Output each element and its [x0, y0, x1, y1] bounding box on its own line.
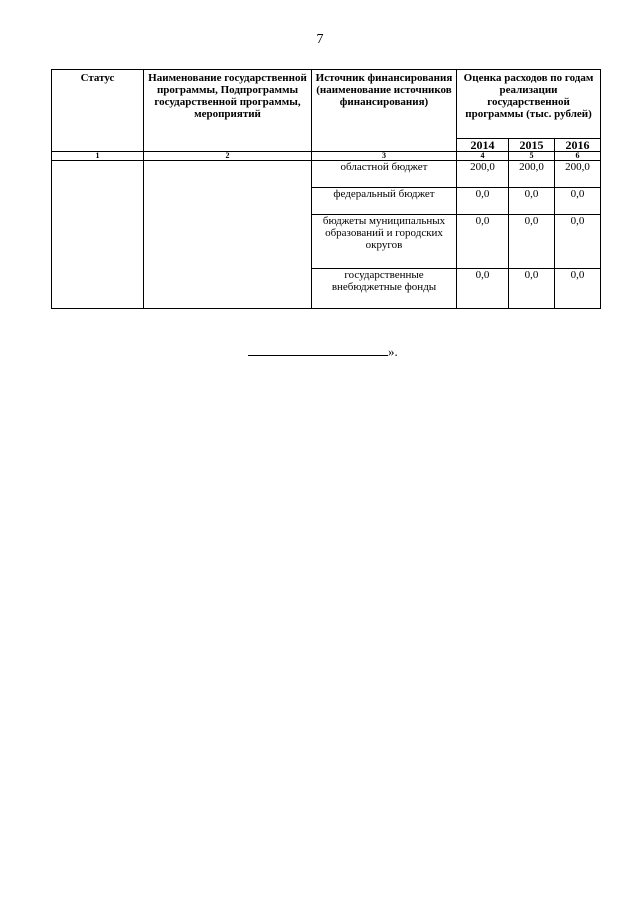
year-header: 2016 — [555, 139, 601, 152]
value-cell: 0,0 — [457, 269, 509, 309]
column-number: 1 — [52, 152, 144, 161]
year-header: 2015 — [509, 139, 555, 152]
value-cell: 0,0 — [457, 215, 509, 269]
column-number: 3 — [312, 152, 457, 161]
source-cell: федеральный бюджет — [312, 188, 457, 215]
source-cell: бюджеты муниципальных образований и городских округов — [312, 215, 457, 269]
value-cell: 0,0 — [509, 215, 555, 269]
financing-table — [51, 69, 601, 309]
value-cell: 0,0 — [457, 188, 509, 215]
header-source: Источник финансирования (наименование источников финансирования) — [312, 70, 457, 152]
header-status: Статус — [52, 70, 144, 152]
closing-quote-mark: ». — [388, 344, 398, 359]
page-number: 7 — [316, 32, 324, 47]
value-cell: 200,0 — [509, 161, 555, 188]
table-row — [52, 161, 601, 188]
value-cell: 0,0 — [509, 188, 555, 215]
source-cell: областной бюджет — [312, 161, 457, 188]
column-number: 5 — [509, 152, 555, 161]
value-cell: 0,0 — [555, 269, 601, 309]
name-cell — [144, 161, 312, 309]
source-cell: государственные внебюджетные фонды — [312, 269, 457, 309]
status-cell — [52, 161, 144, 309]
value-cell: 0,0 — [555, 215, 601, 269]
column-number: 2 — [144, 152, 312, 161]
year-header: 2014 — [457, 139, 509, 152]
value-cell: 0,0 — [509, 269, 555, 309]
value-cell: 0,0 — [555, 188, 601, 215]
blank-line — [248, 343, 388, 356]
value-cell: 200,0 — [457, 161, 509, 188]
column-number: 6 — [555, 152, 601, 161]
column-number: 4 — [457, 152, 509, 161]
closing-signature-line — [248, 343, 398, 360]
header-estimate: Оценка расходов по годам реализации государственной программы (тыс. рублей) — [457, 70, 601, 139]
header-name: Наименование государственной программы, Подпрограммы государственной программы, мероприятий — [144, 70, 312, 152]
value-cell: 200,0 — [555, 161, 601, 188]
